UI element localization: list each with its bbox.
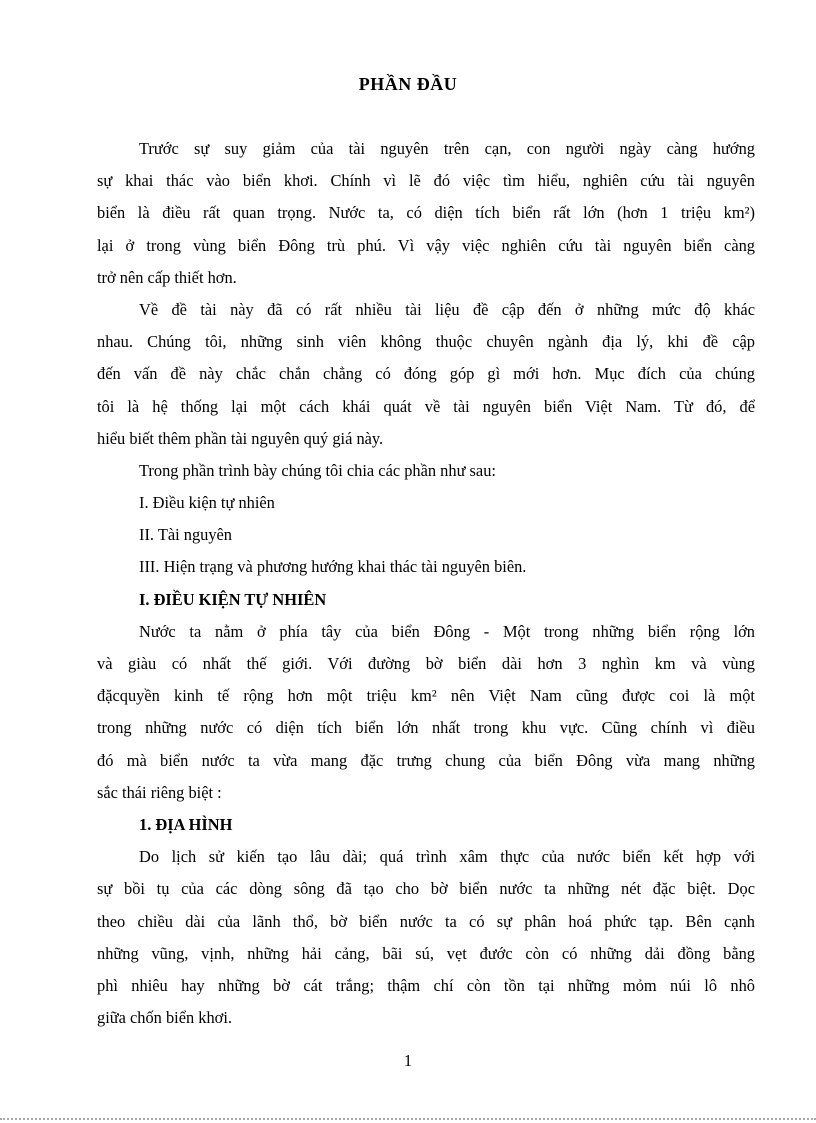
text-line: và giàu có nhất thế giới. Với đường bờ biển dài hơn 3 nghìn km và vùng: [97, 654, 755, 673]
document-title: PHẦN ĐẦU: [358, 74, 458, 94]
text-line: những vũng, vịnh, những hải cảng, bãi sú, vẹt đước còn có những dải đồng bằng: [97, 943, 755, 963]
text-line: lại ở trong vùng biển Đông trù phú. Vì vậy việc nghiên cứu tài nguyên biển càng: [97, 235, 755, 255]
text-line: hiểu biết thêm phần tài nguyên quý giá này.: [97, 428, 384, 448]
text-line: phì nhiêu hay những bờ cát trắng; thậm chí còn tồn tại những mỏm núi lô nhô: [97, 975, 755, 995]
text-line: tôi là hệ thống lại một cách khái quát về tài nguyên biển Việt Nam. Từ đó, để: [97, 396, 755, 416]
page-number: 1: [403, 1051, 413, 1070]
text-line: đến vấn đề này chắc chắn chẳng có đóng góp gì mới hơn. Mục đích của chúng: [97, 364, 755, 384]
text-line: nhau. Chúng tôi, những sinh viên không thuộc chuyên ngành địa lý, khi đề cập: [97, 332, 755, 352]
text-line: sự bồi tụ của các dòng sông đã tạo cho bờ biển nước ta những nét đặc biệt. Dọc: [97, 879, 755, 899]
text-line: Do lịch sử kiến tạo lâu dài; quá trình xâm thực của nước biển kết hợp với: [139, 847, 755, 867]
page-break-dotted-line: [0, 1118, 816, 1120]
text-line: trong những nước có diện tích biển lớn nhất trong khu vực. Cũng chính vì điều: [97, 718, 755, 738]
text-line: đó mà biển nước ta vừa mang đặc trưng chung của biển Đông vừa mang những: [97, 750, 755, 770]
text-line: sự khai thác vào biển khơi. Chính vì lẽ đó việc tìm hiểu, nghiên cứu tài nguyên: [97, 171, 755, 191]
text-line: biển là điều rất quan trọng. Nước ta, có diện tích biển rất lớn (hơn 1 triệu km²): [97, 203, 755, 223]
text-line: Trước sự suy giảm của tài nguyên trên cạn, con người ngày càng hướng: [139, 139, 755, 158]
text-line: Về đề tài này đã có rất nhiều tài liệu đề cập đến ở những mức độ khác: [139, 299, 755, 319]
text-line: sắc thái riêng biệt :: [97, 782, 222, 802]
text-line: đặcquyền kinh tế rộng hơn một triệu km² nên Việt Nam cũng được coi là một: [97, 686, 755, 706]
text-line: trở nên cấp thiết hơn.: [97, 267, 237, 287]
text-line: Trong phần trình bày chúng tôi chia các phần như sau:: [139, 460, 496, 480]
text-line: II. Tài nguyên: [139, 525, 233, 545]
text-line: I. ĐIỀU KIỆN TỰ NHIÊN: [139, 589, 327, 609]
document-body: [97, 133, 755, 1034]
text-line: 1. ĐỊA HÌNH: [139, 814, 233, 834]
text-line: Nước ta nằm ở phía tây của biển Đông - Một trong những biển rộng lớn: [139, 621, 755, 641]
text-line: theo chiều dài của lãnh thổ, bờ biển nước ta có sự phân hoá phức tạp. Bên cạnh: [97, 911, 755, 931]
text-line: III. Hiện trạng và phương hướng khai thác tài nguyên biên.: [139, 557, 527, 577]
text-line: I. Điều kiện tự nhiên: [139, 493, 275, 513]
text-line: giữa chốn biển khơi.: [97, 1008, 232, 1028]
